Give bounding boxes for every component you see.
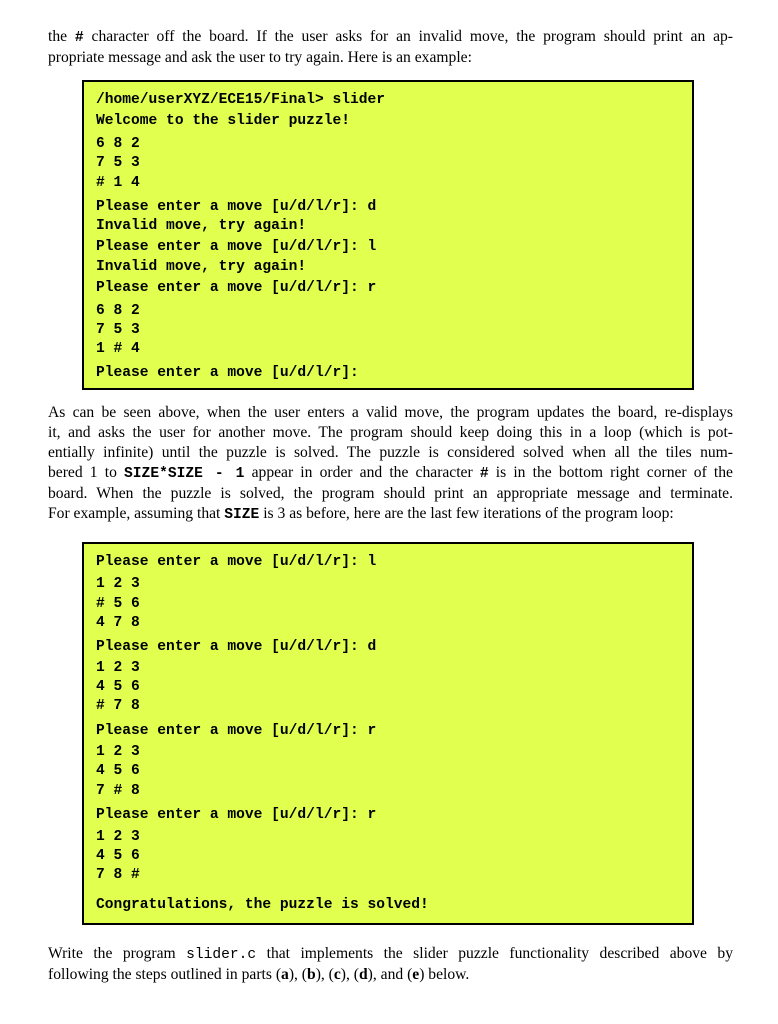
- terminal-line: 1 # 4: [96, 341, 140, 357]
- closing-text: following the steps outlined in parts (: [48, 966, 282, 983]
- closing-text: ), (: [288, 966, 307, 983]
- closing-line-2: [48, 965, 733, 985]
- size-expression-code: SIZE*SIZE - 1: [124, 466, 245, 482]
- part-e-label: e: [412, 966, 420, 983]
- terminal-line: # 5 6: [96, 596, 140, 612]
- closing-text: ), (: [315, 966, 334, 983]
- terminal-line: 4 7 8: [96, 615, 140, 631]
- middle-line-2: it, and asks the user for another move. The program should keep doing this in a loop (which is pot-: [48, 424, 733, 441]
- terminal-line: Welcome to the slider puzzle!: [96, 113, 350, 129]
- part-b-label: b: [307, 966, 316, 983]
- terminal-line: 7 5 3: [96, 322, 140, 338]
- intro-line-1: [48, 27, 733, 48]
- terminal-line: # 1 4: [96, 175, 140, 191]
- terminal-line: 4 5 6: [96, 848, 140, 864]
- intro-text: character off the board. If the user asks for an invalid move, the program should print an ap-: [83, 28, 734, 45]
- terminal-line: 4 5 6: [96, 763, 140, 779]
- terminal-line: 1 2 3: [96, 744, 140, 760]
- terminal-line: Congratulations, the puzzle is solved!: [96, 897, 429, 913]
- middle-line-5: board. When the puzzle is solved, the program should print an appropriate message and terminate.: [48, 485, 733, 502]
- terminal-example-1: [82, 80, 694, 390]
- hash-char: #: [479, 466, 489, 482]
- terminal-line: Please enter a move [u/d/l/r]: r: [96, 280, 377, 296]
- middle-paragraph: [48, 403, 733, 525]
- middle-line-1: As can be seen above, when the user enters a valid move, the program updates the board, re-displays: [48, 404, 733, 421]
- closing-line-1: [48, 944, 733, 965]
- terminal-line: 1 2 3: [96, 576, 140, 592]
- filename-code: slider.c: [186, 947, 257, 963]
- closing-paragraph: [48, 944, 733, 985]
- terminal-line: # 7 8: [96, 698, 140, 714]
- terminal-line: 1 2 3: [96, 829, 140, 845]
- terminal-line: Please enter a move [u/d/l/r]: d: [96, 639, 377, 655]
- terminal-line: 6 8 2: [96, 303, 140, 319]
- intro-paragraph: [48, 27, 733, 68]
- terminal-line: Please enter a move [u/d/l/r]: d: [96, 199, 377, 215]
- terminal-line: Please enter a move [u/d/l/r]:: [96, 365, 359, 381]
- hash-char: #: [74, 30, 84, 46]
- part-c-label: c: [333, 966, 341, 983]
- middle-text: For example, assuming that: [48, 505, 225, 522]
- terminal-line: Please enter a move [u/d/l/r]: r: [96, 723, 377, 739]
- terminal-line: 7 5 3: [96, 155, 140, 171]
- closing-text: Write the program: [48, 945, 187, 962]
- intro-text: the: [48, 28, 75, 45]
- middle-text: bered 1 to: [48, 464, 125, 481]
- terminal-example-2: [82, 542, 694, 925]
- terminal-line: 1 2 3: [96, 660, 140, 676]
- terminal-line: Invalid move, try again!: [96, 259, 307, 275]
- size-code: SIZE: [224, 507, 260, 523]
- part-a-label: a: [281, 966, 289, 983]
- terminal-line: 7 8 #: [96, 867, 140, 883]
- terminal-line: 4 5 6: [96, 679, 140, 695]
- terminal-line: 6 8 2: [96, 136, 140, 152]
- terminal-line: 7 # 8: [96, 783, 140, 799]
- closing-text: ) below.: [419, 966, 470, 983]
- middle-text: appear in order and the character: [244, 464, 480, 481]
- middle-line-3: entially infinite) until the puzzle is solved. The puzzle is considered solved when all the tiles num-: [48, 444, 733, 461]
- middle-line-6: [48, 504, 733, 525]
- middle-line-4: [48, 463, 733, 484]
- closing-text: that implements the slider puzzle functionality described above by: [256, 945, 734, 962]
- terminal-line: Please enter a move [u/d/l/r]: r: [96, 807, 377, 823]
- terminal-line: /home/userXYZ/ECE15/Final> slider: [96, 92, 386, 108]
- terminal-line: Please enter a move [u/d/l/r]: l: [96, 554, 377, 570]
- closing-text: ), and (: [367, 966, 413, 983]
- part-d-label: d: [358, 966, 368, 983]
- middle-text: is in the bottom right corner of the: [488, 464, 733, 481]
- terminal-line: Please enter a move [u/d/l/r]: l: [96, 239, 377, 255]
- closing-text: ), (: [340, 966, 359, 983]
- terminal-line: Invalid move, try again!: [96, 218, 307, 234]
- intro-line-2: propriate message and ask the user to try again. Here is an example:: [48, 49, 472, 66]
- middle-text: is 3 as before, here are the last few iterations of the program loop:: [259, 505, 674, 522]
